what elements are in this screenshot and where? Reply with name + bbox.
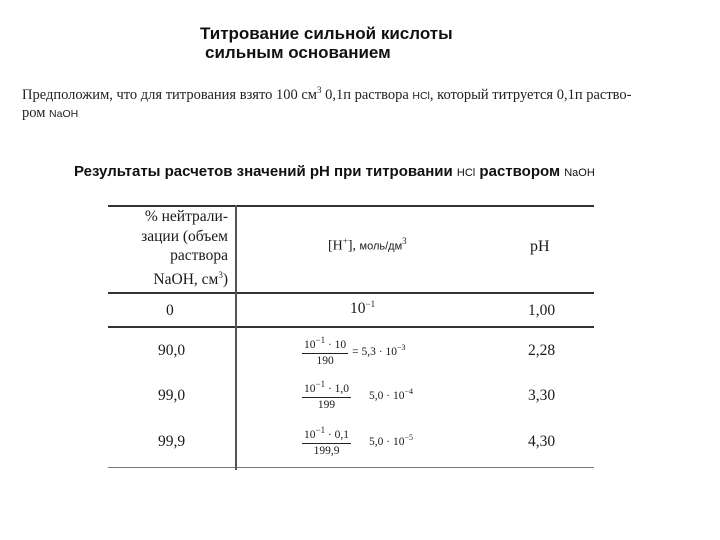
table-row-1-ph: 2,28 [528,342,556,359]
heading-base: NaOH [564,167,595,179]
header-neut-line-2: зации (объем [141,227,228,245]
table-row-3-concentration [302,424,413,458]
header-concentration [328,236,407,255]
intro-paragraph [22,82,712,123]
row-3-num-exp: −1 [315,425,326,435]
table-header-rule [108,292,594,294]
row-0-conc-exp: −1 [365,299,376,309]
table-heading [74,163,595,180]
header-neut-line-3: раствора [170,247,228,264]
row-1-result-text: = 5,3 · 10 [352,345,397,358]
row-2-result [369,386,414,402]
table-row-3-ph: 4,30 [528,433,556,450]
row-2-num-base: 10 [304,382,316,395]
row-1-num-tail: · 10 [325,338,347,351]
header-neut-line-4: NaOH, см [153,270,219,288]
page-title [200,24,453,62]
row-1-fraction [302,334,348,368]
row-3-denominator: 199,9 [313,444,340,457]
table-row-1-neutralization: 90,0 [158,342,186,359]
title-line-1: Титрование сильной кислоты [200,24,453,43]
row-2-denominator: 199 [317,398,336,411]
intro-text-4: ром [22,104,50,121]
row-2-result-text: 5,0 · 10 [369,389,405,402]
row-3-numerator [302,424,351,444]
header-neut-tail: ) [222,270,228,288]
table-column-divider [235,205,237,470]
row-1-numerator [302,334,348,354]
row-2-numerator [302,378,351,398]
row-1-num-base: 10 [304,338,316,351]
row-1-num-exp: −1 [315,335,326,345]
row-2-result-exp: −4 [404,386,414,396]
table-row-2-concentration [302,378,413,412]
row-0-conc-value: 10 [350,300,366,318]
header-ph: pH [530,238,550,255]
header-conc-unit: моль/дм [359,240,403,253]
table-bottom-rule [108,467,594,468]
table-row-0-neutralization: 0 [166,302,174,319]
header-neut-sup: 3 [218,269,223,280]
row-1-denominator: 190 [316,354,334,367]
heading-text-2: раствором [475,163,565,180]
intro-acid: HCl [412,89,430,102]
table-row-3-neutralization: 99,9 [158,433,186,450]
intro-sup: 3 [316,85,322,95]
heading-text: Результаты расчетов значений pH при титровании [74,163,457,180]
header-conc-tail: ], [347,238,360,254]
intro-text-3: , который титруется 0,1п раство- [429,86,632,103]
heading-acid: HCl [456,167,476,179]
intro-text-2: 0,1п раствора [321,86,413,103]
intro-text-1: Предположим, что для титрования взято 100 см [22,86,317,103]
row-2-num-exp: −1 [315,379,326,389]
row-2-num-tail: · 1,0 [325,382,350,395]
table-row-0-concentration [350,299,375,318]
header-conc-sup: + [342,236,348,246]
header-neutralization [110,207,228,289]
table-row-2-neutralization: 99,0 [158,387,186,404]
title-line-2: сильным основанием [205,43,391,62]
row-3-result-exp: −5 [404,432,414,442]
header-neut-line-1: % нейтрали- [144,208,228,225]
table-row-0-ph: 1,00 [528,302,556,319]
row-3-num-tail: · 0,1 [325,428,350,441]
header-conc-unit-sup: 3 [402,236,407,246]
row-3-result [369,432,414,448]
row-1-result [352,342,406,358]
table-row-1-concentration [302,334,406,368]
table-row-rule [108,326,594,328]
intro-base: NaOH [49,107,79,120]
row-3-fraction [302,424,351,458]
row-1-result-exp: −3 [397,342,406,352]
row-3-result-text: 5,0 · 10 [369,435,405,448]
table-row-2-ph: 3,30 [528,387,556,404]
header-conc-text: [H [328,238,343,254]
row-2-fraction [302,378,351,412]
row-3-num-base: 10 [304,428,316,441]
